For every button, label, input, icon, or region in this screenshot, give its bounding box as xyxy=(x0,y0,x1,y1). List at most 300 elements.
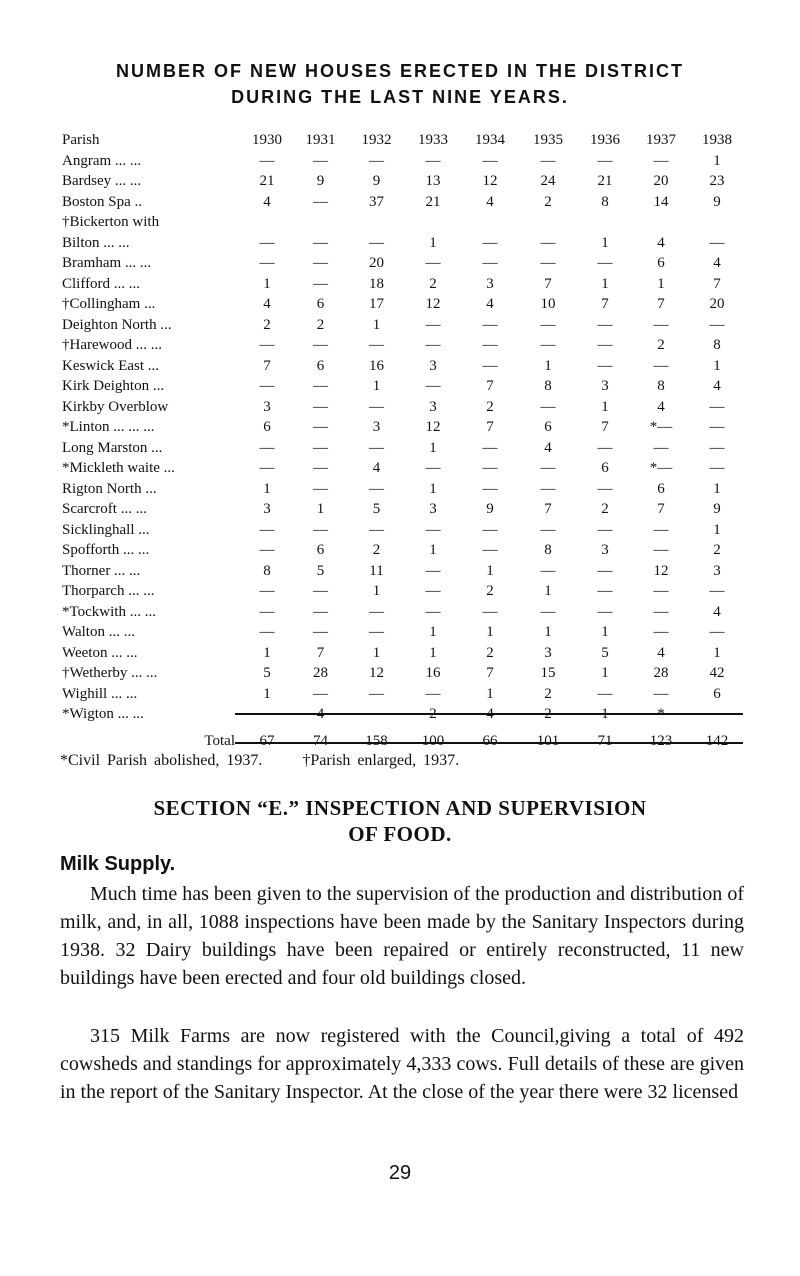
table-row xyxy=(60,315,745,336)
house-count: 2 xyxy=(486,398,494,415)
house-count: — xyxy=(259,439,275,456)
house-count: 12 xyxy=(369,665,384,681)
house-count: — xyxy=(425,152,441,169)
table-row xyxy=(60,335,745,356)
house-count: — xyxy=(709,706,725,722)
total-bottom-rule xyxy=(235,742,743,744)
house-count: 6 xyxy=(316,357,325,374)
parish-name: Weeton ... ... xyxy=(62,644,138,661)
house-count: 5 xyxy=(316,562,325,579)
house-count: 1 xyxy=(713,480,721,497)
house-count: — xyxy=(425,460,441,476)
house-count: 6 xyxy=(316,296,325,312)
parish-name: Angram ... ... xyxy=(62,152,142,169)
house-count: 3 xyxy=(429,357,437,374)
section-heading: SECTION “E.” INSPECTION AND SUPERVISION xyxy=(153,796,647,820)
house-count: 7 xyxy=(713,275,721,292)
house-count: — xyxy=(313,624,328,640)
house-count: 1 xyxy=(263,644,271,661)
house-count: 16 xyxy=(425,665,441,681)
house-count: 7 xyxy=(657,296,665,312)
house-count: — xyxy=(709,624,725,640)
parish-name: Bardsey ... ... xyxy=(62,173,142,189)
house-count: — xyxy=(313,685,328,702)
house-count: 2 xyxy=(486,644,494,661)
house-count: 1 xyxy=(713,357,721,374)
house-count: 16 xyxy=(369,357,384,374)
house-count: 4 xyxy=(713,255,721,271)
house-count: — xyxy=(313,460,328,476)
house-count: 12 xyxy=(425,296,441,312)
house-count: — xyxy=(259,337,275,353)
table-subtitle: DURING THE LAST NINE YEARS. xyxy=(231,87,569,107)
parish-name: Keswick East ... xyxy=(62,357,160,374)
milk-supply-subheading: Milk Supply. xyxy=(60,853,176,875)
total-value: 71 xyxy=(597,732,613,749)
parish-name: Thorner ... ... xyxy=(62,562,141,579)
house-count: 4 xyxy=(544,439,552,456)
house-count: — xyxy=(482,255,498,271)
house-count: 7 xyxy=(486,665,494,681)
parish-name: Rigton North ... xyxy=(62,480,157,497)
house-count: 1 xyxy=(601,398,609,415)
house-count: — xyxy=(709,583,725,599)
house-count: — xyxy=(597,603,613,620)
house-count: — xyxy=(597,316,613,333)
house-count: — xyxy=(369,234,384,251)
house-count: 4 xyxy=(713,603,721,620)
house-count: — xyxy=(540,152,556,169)
table-row xyxy=(60,274,745,295)
house-count: — xyxy=(597,357,613,374)
house-count: 6 xyxy=(316,542,325,558)
house-count: — xyxy=(313,152,328,169)
house-count: — xyxy=(709,460,725,476)
house-count xyxy=(348,212,405,233)
table-row xyxy=(60,643,745,664)
house-count: — xyxy=(259,521,275,538)
house-count: — xyxy=(597,439,613,456)
house-count: 23 xyxy=(709,173,725,189)
house-count: — xyxy=(482,152,498,169)
house-count: 2 xyxy=(316,316,325,333)
parish-name: Deighton North ... xyxy=(62,316,172,333)
house-count xyxy=(519,212,577,233)
house-count: — xyxy=(313,337,328,353)
house-count: — xyxy=(313,193,328,210)
house-count: — xyxy=(259,624,275,640)
table-row xyxy=(60,684,745,705)
table-row xyxy=(60,458,745,479)
house-count: 1 xyxy=(544,357,552,374)
house-count: 9 xyxy=(316,173,325,189)
column-header-year: 1938 xyxy=(702,132,732,148)
total-value: 158 xyxy=(365,732,388,749)
house-count: 1 xyxy=(429,480,437,497)
parish-name: *Linton ... ... ... xyxy=(62,419,155,435)
house-count: 1 xyxy=(601,706,609,722)
house-count: 3 xyxy=(263,501,271,517)
house-count: 2 xyxy=(601,501,609,517)
total-value: 74 xyxy=(313,732,328,749)
house-count: — xyxy=(709,439,725,456)
house-count: — xyxy=(597,480,613,497)
house-count: 6 xyxy=(713,685,721,702)
house-count: — xyxy=(425,685,441,702)
table-row xyxy=(60,356,745,377)
table-row xyxy=(60,581,745,602)
house-count: 5 xyxy=(372,501,381,517)
house-count: 7 xyxy=(601,419,609,435)
house-count: 1 xyxy=(601,624,609,640)
house-count: 12 xyxy=(653,562,669,579)
house-count: — xyxy=(540,337,556,353)
house-count: — xyxy=(369,624,384,640)
house-count: 3 xyxy=(713,562,721,579)
house-count: — xyxy=(259,603,275,620)
house-count: — xyxy=(653,316,669,333)
house-count: 2 xyxy=(263,316,271,333)
house-count: 42 xyxy=(709,665,725,681)
total-value: 101 xyxy=(536,732,560,749)
house-count: 8 xyxy=(544,378,552,394)
parish-name: Sicklinghall ... xyxy=(62,521,150,538)
house-count: — xyxy=(482,603,498,620)
house-count: 1 xyxy=(372,644,381,661)
house-count: 6 xyxy=(263,419,271,435)
parish-name: Bilton ... ... xyxy=(62,234,130,251)
house-count: — xyxy=(369,398,384,415)
parish-name: Wighill ... ... xyxy=(62,685,138,702)
house-count: 2 xyxy=(429,275,437,292)
footnote-civil-parish: *Civil Parish abolished, 1937. xyxy=(60,752,263,769)
house-count: — xyxy=(425,562,441,579)
house-count: — xyxy=(709,419,725,435)
house-count: 1 xyxy=(372,583,381,599)
house-count: 1 xyxy=(657,275,665,292)
house-count: 4 xyxy=(486,193,494,210)
table-body xyxy=(60,151,745,752)
column-header-year: 1935 xyxy=(533,132,563,148)
house-count: 9 xyxy=(713,193,721,210)
house-count: — xyxy=(540,234,556,251)
house-count: — xyxy=(540,255,556,271)
table-row xyxy=(60,602,745,623)
house-count: — xyxy=(597,337,613,353)
house-count: — xyxy=(540,562,556,579)
house-count: — xyxy=(369,439,384,456)
total-row xyxy=(60,725,745,752)
house-count: — xyxy=(653,583,669,599)
house-count: 5 xyxy=(601,644,609,661)
house-count: — xyxy=(369,603,384,620)
house-count: — xyxy=(259,378,275,394)
house-count: 6 xyxy=(544,419,552,435)
house-count: 1 xyxy=(601,665,609,681)
column-header-year: 1933 xyxy=(418,132,448,148)
house-count: — xyxy=(313,419,328,435)
house-count: — xyxy=(369,152,384,169)
column-header-year: 1930 xyxy=(252,132,282,148)
table-row xyxy=(60,417,745,438)
house-count: 5 xyxy=(263,665,271,681)
column-header-year: 1937 xyxy=(646,132,676,148)
table-row xyxy=(60,663,745,684)
house-count: — xyxy=(653,357,669,374)
house-count: — xyxy=(540,316,556,333)
parish-name: †Bickerton with xyxy=(62,214,160,230)
house-count: 3 xyxy=(429,398,437,415)
house-count: — xyxy=(540,398,556,415)
house-count: — xyxy=(482,480,498,497)
parish-name: *Tockwith ... ... xyxy=(62,603,156,620)
table-header-row xyxy=(60,130,745,151)
column-header-year: 1932 xyxy=(361,132,392,148)
parish-name: Scarcroft ... ... xyxy=(62,501,147,517)
parish-name: *Wigton ... ... xyxy=(62,706,144,722)
house-count: — xyxy=(313,255,328,271)
house-count: 4 xyxy=(657,234,665,251)
house-count: 1 xyxy=(713,521,721,538)
parish-name: Thorparch ... ... xyxy=(62,583,155,599)
house-count: 1 xyxy=(486,562,494,579)
house-count: 3 xyxy=(372,419,381,435)
house-count: 9 xyxy=(372,173,381,189)
table-row xyxy=(60,376,745,397)
house-count: 1 xyxy=(429,624,437,640)
house-count xyxy=(689,212,745,233)
house-count: 20 xyxy=(709,296,725,312)
total-value: 100 xyxy=(421,732,445,749)
house-count: — xyxy=(482,521,498,538)
house-count: — xyxy=(425,337,441,353)
table-row xyxy=(60,622,745,643)
house-count: — xyxy=(709,316,725,333)
house-count: 12 xyxy=(425,419,441,435)
house-count: 2 xyxy=(544,706,552,722)
house-count: 18 xyxy=(369,275,384,292)
total-value: 67 xyxy=(259,732,275,749)
house-count: 6 xyxy=(657,480,665,497)
house-count: 4 xyxy=(316,706,325,722)
house-count: — xyxy=(482,337,498,353)
house-count: — xyxy=(597,562,613,579)
house-count: 37 xyxy=(369,193,384,210)
house-count: — xyxy=(482,234,498,251)
table-row xyxy=(60,171,745,192)
column-header-year: 1934 xyxy=(475,132,505,148)
parish-name: Clifford ... ... xyxy=(62,275,141,292)
house-count: 4 xyxy=(657,398,665,415)
house-count: 21 xyxy=(259,173,275,189)
house-count: 10 xyxy=(540,296,556,312)
house-count: — xyxy=(597,521,613,538)
house-count: — xyxy=(369,480,384,497)
parish-name: †Wetherby ... ... xyxy=(62,665,158,681)
house-count xyxy=(633,212,689,233)
table-row xyxy=(60,397,745,418)
house-count: 4 xyxy=(372,460,381,476)
column-header-year: 1936 xyxy=(590,132,620,148)
parish-name: Long Marston ... xyxy=(62,439,163,456)
footnote-parish-enlarged: †Parish enlarged, 1937. xyxy=(302,752,460,769)
house-count: 7 xyxy=(486,419,494,435)
house-count: 1 xyxy=(429,234,437,251)
total-label: Total xyxy=(204,732,235,749)
house-count: — xyxy=(425,583,441,599)
footnote xyxy=(60,752,459,770)
table-row xyxy=(60,212,745,233)
house-count: 1 xyxy=(544,583,552,599)
house-count: — xyxy=(259,234,275,251)
table-row xyxy=(60,520,745,541)
parish-name: Spofforth ... ... xyxy=(62,542,150,558)
house-count xyxy=(293,212,348,233)
house-count: 1 xyxy=(316,501,325,517)
house-count: 8 xyxy=(601,193,609,210)
house-count: 9 xyxy=(713,501,721,517)
house-count: 7 xyxy=(486,378,494,394)
house-count: 11 xyxy=(369,562,384,579)
table-row xyxy=(60,233,745,254)
house-count: 3 xyxy=(263,398,271,415)
house-count: — xyxy=(259,583,275,599)
total-top-rule xyxy=(235,713,743,715)
parish-name: Bramham ... ... xyxy=(62,255,152,271)
house-count: * xyxy=(657,706,665,722)
house-count: 13 xyxy=(425,173,441,189)
house-count: 1 xyxy=(486,624,494,640)
house-count: 1 xyxy=(263,275,271,292)
house-count: — xyxy=(482,460,498,476)
house-count: 2 xyxy=(657,337,665,353)
page-number: 29 xyxy=(388,1162,412,1184)
table-row xyxy=(60,540,745,561)
house-count: 7 xyxy=(657,501,665,517)
house-count: 9 xyxy=(486,501,494,517)
table-row xyxy=(60,438,745,459)
house-count: 21 xyxy=(425,193,441,210)
house-count: — xyxy=(259,706,275,722)
house-count: 28 xyxy=(313,665,328,681)
house-count: 24 xyxy=(540,173,556,189)
house-count: 1 xyxy=(263,480,271,497)
house-count: 4 xyxy=(657,644,665,661)
house-count: — xyxy=(313,275,328,292)
house-count: 7 xyxy=(544,501,552,517)
house-count: 1 xyxy=(429,439,437,456)
house-count: 1 xyxy=(601,275,609,292)
house-count: — xyxy=(425,521,441,538)
column-header-parish: Parish xyxy=(62,132,100,148)
house-count: — xyxy=(653,152,669,169)
house-count: — xyxy=(482,439,498,456)
house-count: 17 xyxy=(369,296,384,312)
house-count: 20 xyxy=(369,255,384,271)
house-count: — xyxy=(313,583,328,599)
house-count: 28 xyxy=(653,665,669,681)
total-value: 123 xyxy=(649,732,673,749)
house-count: — xyxy=(540,460,556,476)
paragraph: Much time has been given to the supervision of the production and distribution of milk, and, in all, 1088 inspections have been made by the Sanitary Inspectors during 1938. 32 Dairy buildings have been repaired or entirely reconstructed, 11 new buildings have been erected and four old buildings closed. xyxy=(60,883,744,989)
house-count: 7 xyxy=(316,644,325,661)
house-count: 4 xyxy=(263,193,271,210)
house-count: — xyxy=(425,603,441,620)
house-count: 3 xyxy=(601,542,609,558)
house-count xyxy=(241,212,293,233)
house-count: 14 xyxy=(653,193,669,210)
house-count xyxy=(577,212,633,233)
house-count: 1 xyxy=(263,685,271,702)
house-count: — xyxy=(369,685,384,702)
house-count: 6 xyxy=(601,460,609,476)
house-count: — xyxy=(259,460,275,476)
house-count: 1 xyxy=(372,316,381,333)
house-count: *— xyxy=(649,460,673,476)
house-count: — xyxy=(313,234,328,251)
house-count xyxy=(405,212,461,233)
house-count: 1 xyxy=(486,685,494,702)
house-count: 2 xyxy=(486,583,494,599)
house-count: 1 xyxy=(429,542,437,558)
house-count: — xyxy=(597,583,613,599)
table-row xyxy=(60,499,745,520)
house-count: 2 xyxy=(544,193,552,210)
house-count: — xyxy=(597,255,613,271)
house-count: 2 xyxy=(372,542,381,558)
house-count: — xyxy=(653,685,669,702)
house-count: 3 xyxy=(429,501,437,517)
table-row xyxy=(60,294,745,315)
house-count: 7 xyxy=(544,275,552,292)
house-count: 4 xyxy=(486,296,494,312)
house-count: — xyxy=(540,603,556,620)
house-count: 4 xyxy=(713,378,721,394)
total-value: 66 xyxy=(482,732,498,749)
house-count: 8 xyxy=(657,378,665,394)
paragraph: 315 Milk Farms are now registered with the Council,giving a total of 492 cowsheds and standings for approximately 4,333 cows. Full details of these are given in the report of the Sanitary Inspector. At the close of the year there were 32 licensed xyxy=(60,1025,744,1103)
house-count: 7 xyxy=(601,296,609,312)
section-heading-continued: OF FOOD. xyxy=(348,822,452,846)
house-count: 1 xyxy=(544,624,552,640)
parish-name: Kirk Deighton ... xyxy=(62,378,165,394)
house-count: — xyxy=(540,480,556,497)
house-count: — xyxy=(313,521,328,538)
parish-name: Walton ... ... xyxy=(62,624,135,640)
house-count: — xyxy=(313,378,328,394)
house-count: 1 xyxy=(372,378,381,394)
houses-table xyxy=(60,130,745,751)
house-count: 8 xyxy=(544,542,552,558)
house-count: *— xyxy=(649,419,673,435)
house-count: — xyxy=(482,542,498,558)
total-value: 142 xyxy=(705,732,729,749)
house-count: — xyxy=(425,255,441,271)
house-count: — xyxy=(482,316,498,333)
house-count: — xyxy=(313,439,328,456)
house-count: 2 xyxy=(544,685,552,702)
parish-name: †Collingham ... xyxy=(62,296,156,312)
house-count: 1 xyxy=(429,644,437,661)
house-count: — xyxy=(313,480,328,497)
house-count: — xyxy=(369,521,384,538)
house-count: 8 xyxy=(263,562,271,579)
house-count: — xyxy=(597,152,613,169)
house-count: 2 xyxy=(713,542,721,558)
parish-name: †Harewood ... ... xyxy=(62,337,162,353)
parish-name: Boston Spa .. xyxy=(62,193,143,210)
house-count: 3 xyxy=(486,275,494,292)
